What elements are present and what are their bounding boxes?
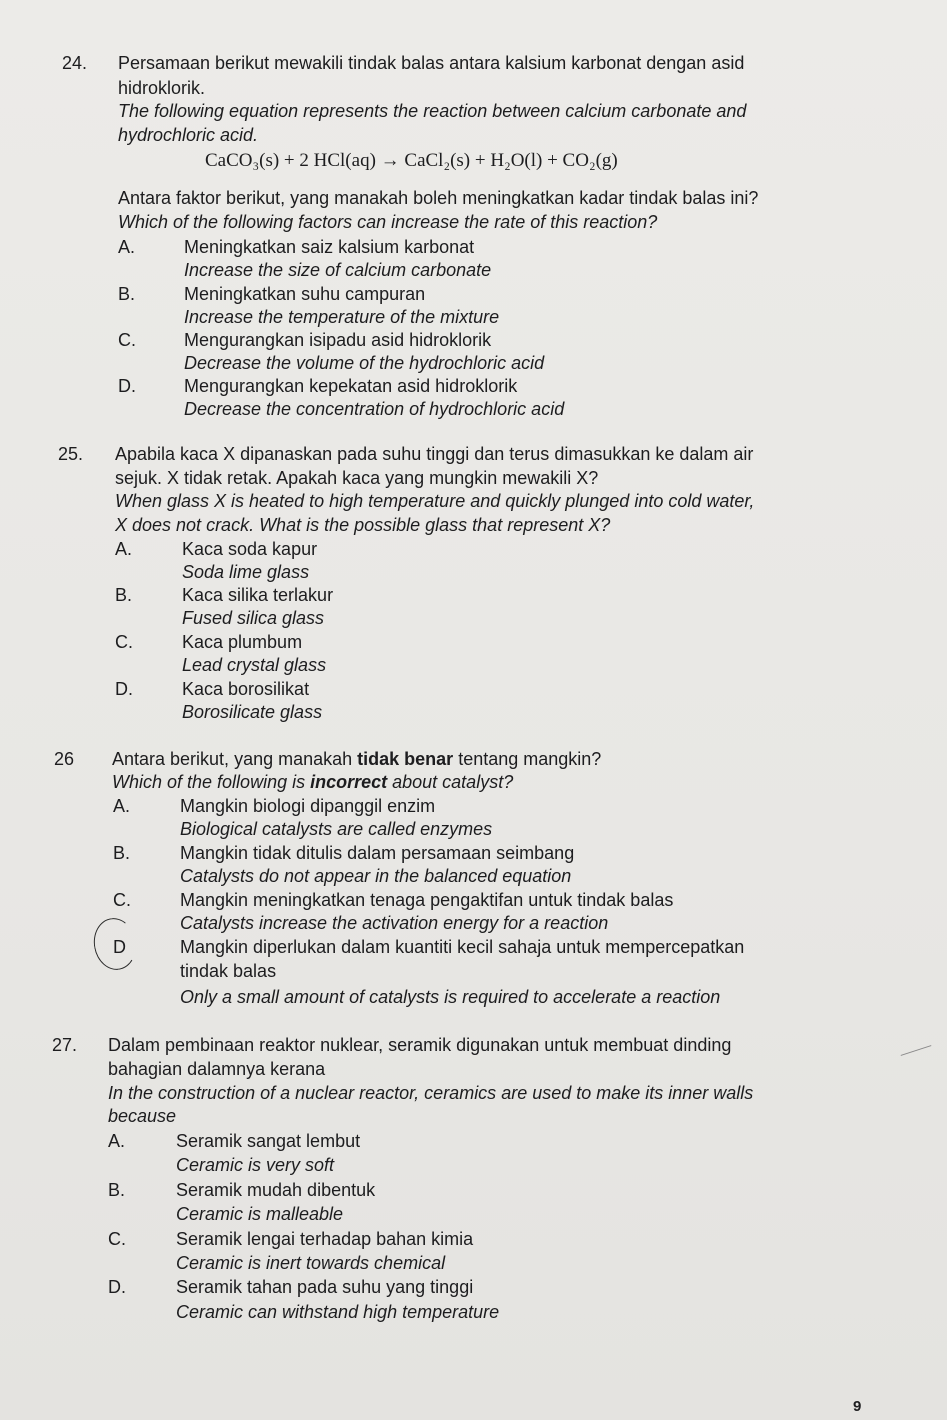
option-text-en: Ceramic can withstand high temperature (176, 1302, 500, 1322)
option-letter: B. (118, 284, 136, 304)
option-letter: C. (118, 330, 136, 350)
option-text-ms: Meningkatkan saiz kalsium karbonat (184, 237, 475, 257)
option-text-en: Decrease the concentration of hydrochloric acid (184, 399, 565, 419)
option-letter: C. (113, 890, 131, 910)
question-stem-ms: Persamaan berikut mewakili tindak balas antara kalsium karbonat dengan asid (118, 53, 745, 73)
option-text-en: Ceramic is malleable (176, 1204, 344, 1224)
option-text-ms: Kaca soda kapur (182, 539, 318, 559)
question-stem-ms: hidroklorik. (118, 78, 206, 98)
question-stem-en: X does not crack. What is the possible glass that represent X? (115, 515, 611, 535)
option-letter: A. (118, 237, 136, 257)
option-letter: A. (115, 539, 133, 559)
page-number: 9 (853, 1398, 862, 1415)
question-number: 26 (54, 749, 75, 769)
question-number: 27. (52, 1035, 78, 1055)
option-text-en: Catalysts increase the activation energy for a reaction (180, 913, 609, 933)
option-text-ms: Seramik lengai terhadap bahan kimia (176, 1229, 474, 1249)
question-number: 25. (58, 444, 84, 464)
question-stem-en: The following equation represents the reaction between calcium carbonate and (118, 101, 747, 121)
option-text-en: Only a small amount of catalysts is required to accelerate a reaction (180, 987, 721, 1007)
option-letter: B. (108, 1180, 126, 1200)
question-stem-ms: Antara berikut, yang manakah tidak benar tentang mangkin? (112, 749, 602, 769)
option-text-ms: Seramik sangat lembut (176, 1131, 361, 1151)
option-letter: D. (118, 376, 136, 396)
option-text-en: Biological catalysts are called enzymes (180, 819, 493, 839)
option-letter: A. (113, 796, 131, 816)
option-text-ms: Mangkin diperlukan dalam kuantiti kecil sahaja untuk mempercepatkan (180, 937, 745, 957)
option-text-ms: Mangkin tidak ditulis dalam persamaan seimbang (180, 843, 575, 863)
option-letter: C. (108, 1229, 126, 1249)
option-text-ms: Mangkin meningkatkan tenaga pengaktifan untuk tindak balas (180, 890, 674, 910)
option-text-ms-cont: tindak balas (180, 961, 277, 981)
option-text-ms: Kaca plumbum (182, 632, 303, 652)
option-text-en: Fused silica glass (182, 608, 325, 628)
option-text-ms: Mengurangkan isipadu asid hidroklorik (184, 330, 492, 350)
option-letter: D. (115, 679, 133, 699)
option-text-ms: Seramik mudah dibentuk (176, 1180, 376, 1200)
chemical-equation: CaCO₃(s) + 2 HCl(aq) → CaCl₂(s) + H₂O(l) + CO₂(g) (205, 150, 618, 171)
option-text-ms: Seramik tahan pada suhu yang tinggi (176, 1277, 474, 1297)
question-stem-ms: sejuk. X tidak retak. Apakah kaca yang mungkin mewakili X? (115, 468, 599, 488)
question-stem-en: Which of the following is incorrect about catalyst? (112, 772, 514, 792)
option-text-en: Increase the temperature of the mixture (184, 307, 500, 327)
option-text-ms: Mangkin biologi dipanggil enzim (180, 796, 436, 816)
option-letter: D. (108, 1277, 126, 1297)
option-text-en: Borosilicate glass (182, 702, 323, 722)
pen-stroke-mark (901, 1045, 932, 1056)
option-text-ms: Meningkatkan suhu campuran (184, 284, 426, 304)
question-prompt-en: Which of the following factors can increase the rate of this reaction? (118, 212, 658, 232)
question-stem-ms: Dalam pembinaan reaktor nuklear, seramik digunakan untuk membuat dinding (108, 1035, 732, 1055)
option-letter: C. (115, 632, 133, 652)
option-text-en: Ceramic is inert towards chemical (176, 1253, 446, 1273)
option-text-ms: Kaca borosilikat (182, 679, 310, 699)
question-stem-en: hydrochloric acid. (118, 125, 259, 145)
question-stem-ms: bahagian dalamnya kerana (108, 1059, 326, 1079)
option-text-en: Soda lime glass (182, 562, 310, 582)
option-text-en: Lead crystal glass (182, 655, 327, 675)
option-text-en: Ceramic is very soft (176, 1155, 335, 1175)
question-stem-en: In the construction of a nuclear reactor, ceramics are used to make its inner walls (108, 1083, 754, 1103)
question-stem-en: When glass X is heated to high temperature and quickly plunged into cold water, (115, 491, 755, 511)
question-number: 24. (62, 53, 88, 73)
option-text-en: Catalysts do not appear in the balanced equation (180, 866, 572, 886)
question-stem-en: because (108, 1106, 177, 1126)
option-text-en: Increase the size of calcium carbonate (184, 260, 492, 280)
option-letter: D (113, 937, 126, 957)
option-text-ms: Kaca silika terlakur (182, 585, 334, 605)
question-prompt-ms: Antara faktor berikut, yang manakah boleh meningkatkan kadar tindak balas ini? (118, 188, 759, 208)
option-letter: B. (113, 843, 131, 863)
question-stem-ms: Apabila kaca X dipanaskan pada suhu tinggi dan terus dimasukkan ke dalam air (115, 444, 754, 464)
option-letter: A. (108, 1131, 126, 1151)
option-letter: B. (115, 585, 133, 605)
option-text-ms: Mengurangkan kepekatan asid hidroklorik (184, 376, 518, 396)
option-text-en: Decrease the volume of the hydrochloric acid (184, 353, 545, 373)
